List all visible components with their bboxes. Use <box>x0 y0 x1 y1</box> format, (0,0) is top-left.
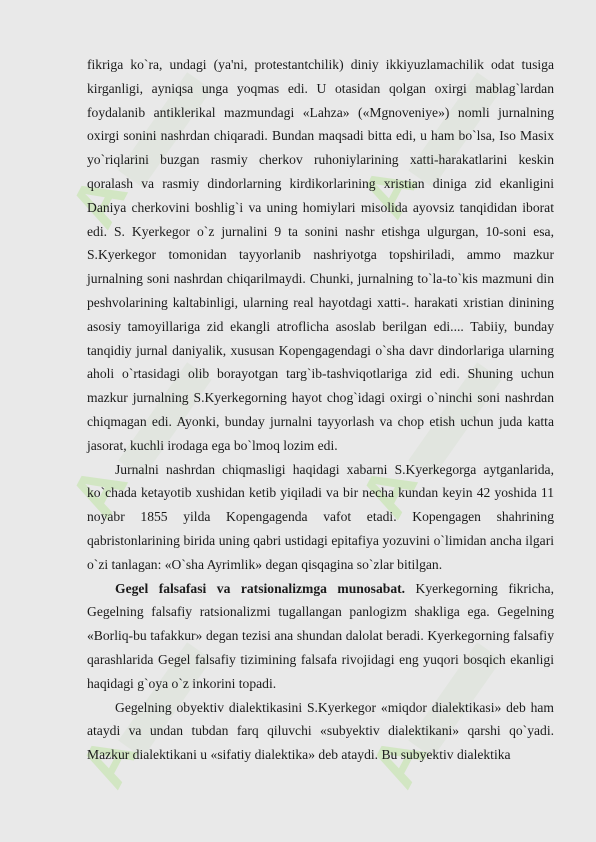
svg-text:A: A <box>55 453 142 529</box>
svg-text:A: A <box>355 723 442 799</box>
paragraph-3 <box>87 577 554 696</box>
section-heading: Gegel falsafasi va ratsionalizmga munosabat. <box>115 580 406 596</box>
paragraph-3-text: Kyerkegorning fikricha, Gegelning falsafiy ratsionalizmi tugallangan panlogizm shakliga ega. Gegelning «Borliq-bu tafakkur» degan tezisi ana shundan dalolat beradi. Kyerkegorning falsafiy qarashlarida Gegel falsafiy tizimining falsafa rivojidagi eng yuqori bosqich ekanligi haqidagi g`oya o`z inkorini topadi. <box>87 580 554 691</box>
paragraph-1: fikriga ko`ra, undagi (ya'ni, protestantchilik) diniy ikkiyuzlamachilik odat tusiga kirganligi, ayniqsa unga yoqmas edi. U otasidan qolgan oxirgi mablag`lardan foydalanib antiklerikal mazmundagi «Lahza» («Mgnoveniye») nomli jurnalning oxirgi sonini nashrdan chiqaradi. Bundan maqsadi bitta edi, u ham bo`lsa, Iso Masix yo`riqlarini buzgan rasmiy cherkov ruhoniylarining xatti-harakatlarini keskin qoralash va rasmiy dindorlarning kirdikorlarining xristian diniga zid ekanligini Daniya cherkovini boshlig`i va uning homiylari misolida ayovsiz tanqididan iborat edi. S. Kyerkegor o`z jurnalini 9 ta sonini nashr etishga ulgurgan, 10-soni esa, S.Kyerkegor tomonidan tayyorlanib nashriyotga topshiriladi, ammo mazkur jurnalning soni nashrdan chiqarilmaydi. Chunki, jurnalning to`la-to`kis mazmuni din peshvolarining kaltabinligi, ularning real hayotdagi xatti-. harakati xristian dinining asosiy tamoyillariga zid ekangli atroflicha asoslab berilgan edi.... Tabiiy, bunday tanqidiy jurnal daniyalik, xususan Kopengagendagi o`sha davr dindorlariga ularning aholi o`rtasidagi olib borayotgan targ`ib-tashviqotlariga zid edi. Shuning uchun mazkur jurnalning S.Kyerkegorning hayot chog`idagi oxirgi o`ninchi soni nashrdan chiqmagan edi. Ayonki, bunday jurnalni tayyorlash va chop etish uchun juda katta jasorat, kuchli irodaga ega bo`lmoq lozim edi. <box>87 57 554 453</box>
svg-text:A: A <box>345 453 432 529</box>
paragraph-4: Gegelning obyektiv dialektikasini S.Kyerkegor «miqdor dialektikasi» deb ham ataydi va undan tubdan farq qiluvchi «subyektiv dialektikani» qarshi qo`yadi. Mazkur dialektikani u «sifatiy dialektika» deb ataydi. Bu subyektiv dialektika <box>87 699 554 763</box>
document-page <box>87 53 554 767</box>
svg-text:A: A <box>65 723 152 799</box>
paragraph-2: Jurnalni nashrdan chiqmasligi haqidagi xabarni S.Kyerkegorga aytganlarida, ko`chada ketayotib xushidan ketib yiqiladi va bir necha kundan keyin 42 yoshida 11 noyabr 1855 yilda Kopengagenda vafot etadi. Kopengagen shahrining qabristonlarining birida uning qabri ustidagi epitafiya yozuvini o`limidan ancha ilgari o`zi tanlagan: «O`sha Ayrimlik» degan qisqagina so`zlar bitilgan. <box>87 461 554 572</box>
svg-text:A: A <box>345 153 432 229</box>
svg-text:A: A <box>55 163 142 239</box>
